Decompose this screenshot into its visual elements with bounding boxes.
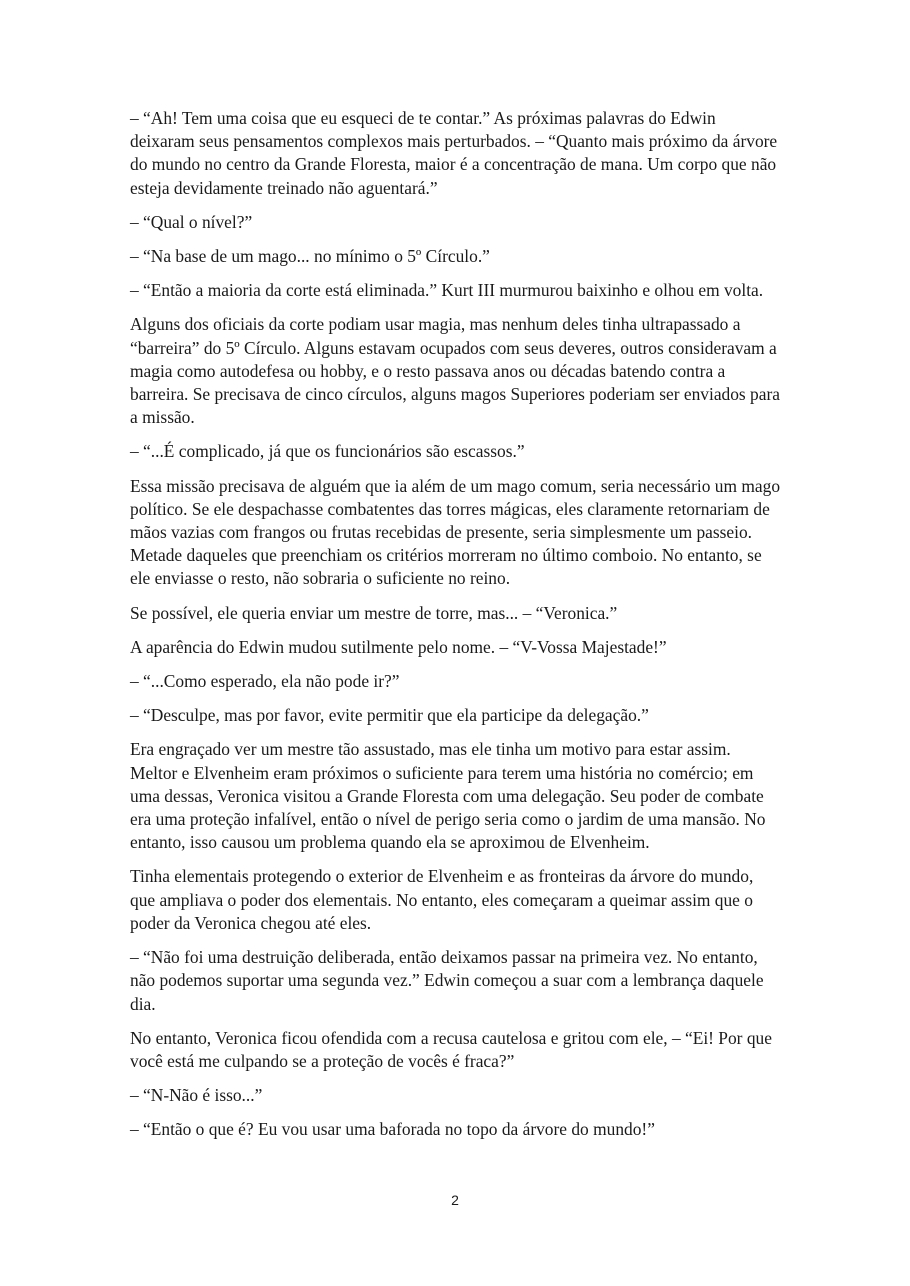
paragraph: Se possível, ele queria enviar um mestre de torre, mas... – “Veronica.” [130, 602, 618, 623]
paragraph: – “Não foi uma destruição deliberada, então deixamos passar na primeira vez. No entanto, não podemos suportar uma segunda vez.” Edwin começou a suar com a lembrança daquele dia. [130, 947, 764, 1014]
paragraph: – “...Como esperado, ela não pode ir?” [130, 671, 400, 692]
paragraph: Alguns dos oficiais da corte podiam usar magia, mas nenhum deles tinha ultrapassado a “barreira” do 5º Círculo. Alguns estavam ocupados com seus deveres, outros consideravam a magia como autodefesa ou hobby, e o resto passava anos ou décadas batendo contra a barreira. Se precisava de cinco círculos, alguns magos Superiores poderiam ser enviados para a missão. [130, 314, 780, 428]
paragraph: – “Então a maioria da corte está eliminada.” Kurt III murmurou baixinho e olhou em volta. [130, 280, 764, 301]
paragraph: A aparência do Edwin mudou sutilmente pelo nome. – “V-Vossa Majestade!” [130, 636, 667, 657]
paragraph: – “Qual o nível?” [130, 211, 253, 232]
paragraph: Essa missão precisava de alguém que ia além de um mago comum, seria necessário um mago político. Se ele despachasse combatentes das torres mágicas, eles claramente retornariam de mãos vazias com frangos ou frutas recebidas de presente, seria simplesmente um passeio. Metade daqueles que preenchiam os critérios morreram no último comboio. No entanto, se ele enviasse o resto, não sobraria o suficiente no reino. [130, 475, 781, 589]
paragraph: – “Desculpe, mas por favor, evite permitir que ela participe da delegação.” [130, 705, 649, 726]
paragraph: Tinha elementais protegendo o exterior de Elvenheim e as fronteiras da árvore do mundo, que ampliava o poder dos elementais. No entanto, eles começaram a queimar assim que o poder da Veronica chegou até eles. [130, 866, 754, 933]
paragraph: – “Então o que é? Eu vou usar uma baforada no topo da árvore do mundo!” [130, 1119, 655, 1140]
paragraph: – “...É complicado, já que os funcionários são escassos.” [130, 441, 525, 462]
paragraph: – “Ah! Tem uma coisa que eu esqueci de te contar.” As próximas palavras do Edwin deixaram seus pensamentos complexos mais perturbados. – “Quanto mais próximo da árvore do mundo no centro da Grande Floresta, maior é a concentração de mana. Um corpo que não esteja devidamente treinado não aguentará.” [130, 108, 778, 198]
paragraph: – “N-Não é isso...” [130, 1085, 263, 1106]
page-body-text [130, 107, 780, 1153]
paragraph: – “Na base de um mago... no mínimo o 5º Círculo.” [130, 246, 490, 267]
paragraph: No entanto, Veronica ficou ofendida com a recusa cautelosa e gritou com ele, – “Ei! Por que você está me culpando se a proteção de vocês é fraca?” [130, 1027, 772, 1071]
page-number: 2 [451, 1192, 459, 1208]
paragraph: Era engraçado ver um mestre tão assustado, mas ele tinha um motivo para estar assim. Meltor e Elvenheim eram próximos o suficiente para terem uma história no comércio; em uma dessas, Veronica visitou a Grande Floresta com uma delegação. Seu poder de combate era uma proteção infalível, então o nível de perigo seria como o jardim de uma mansão. No entanto, isso causou um problema quando ela se aproximou de Elvenheim. [130, 739, 766, 853]
